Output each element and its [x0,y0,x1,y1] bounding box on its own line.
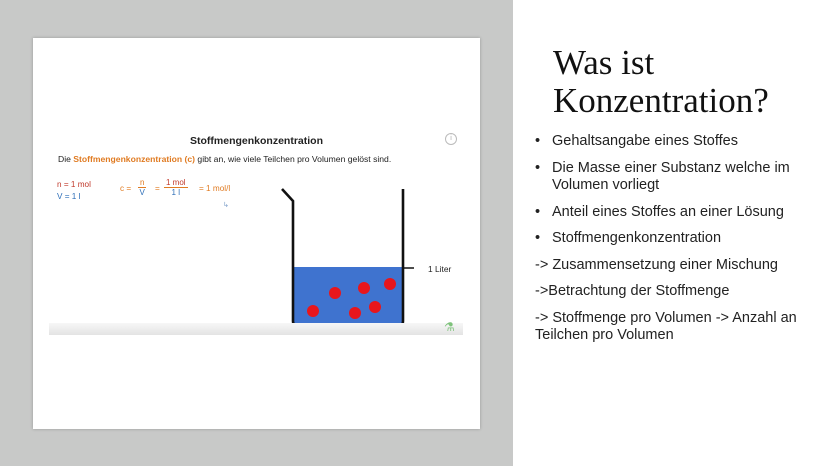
bullet-item [535,257,820,275]
particle [329,287,341,299]
particle [349,307,361,319]
particle [369,301,381,313]
fraction-denominator-l: 1 l [171,188,180,197]
bullet-list [535,133,820,354]
flask-icon: ⚗ [444,320,455,334]
bullet-text: -> Zusammensetzung einer Mischung [535,256,778,273]
particle [384,278,396,290]
particle [358,282,370,294]
bullet-item [535,310,820,345]
fraction-numerator-mol: 1 mol [166,178,186,187]
bullet-item [535,204,820,222]
bullet-item [535,283,820,301]
bullet-text: ->Betrachtung der Stoffmenge [535,283,730,299]
bullet-text: Die Masse einer Substanz welche im Volumen vorliegt [552,159,790,193]
formula-result: = 1 mol/l [199,184,231,193]
formula-c: c = [120,184,132,193]
bullet-item [535,160,820,195]
beaker-illustration [278,187,418,332]
fraction-n-v [138,178,146,197]
cursor-icon: ↳ [223,202,229,209]
bullet-text: Anteil eines Stoffes an einer Lösung [552,203,784,220]
definition-suffix: gibt an, wie viele Teilchen pro Volumen gelöst sind. [195,154,392,164]
player-bar [49,323,463,335]
v-value: V = 1 l [57,192,81,201]
bullet-item [535,133,820,151]
embedded-slide [33,38,480,429]
n-value: n = 1 mol [57,180,91,189]
slide-heading: Was ist Konzentration? [553,43,769,120]
slide-title: Stoffmengenkonzentration [190,135,323,147]
formula-equals: = [155,184,160,193]
bullet-dot-icon: • [535,203,541,220]
definition-highlight: Stoffmengenkonzentration (c) [73,154,196,164]
info-icon[interactable]: i [445,133,457,145]
beaker-label: 1 Liter [428,264,452,274]
fraction-values [164,178,188,197]
particle [307,305,319,317]
bullet-text: Gehaltsangabe eines Stoffes [552,133,738,149]
bullet-text: -> Stoffmenge pro Volumen -> Anzahl an Teilchen pro Volumen [535,309,797,343]
definition-text [58,154,391,164]
definition-prefix: Die [58,154,74,164]
fraction-denominator-v: V [139,188,145,197]
bullet-item [535,230,820,248]
bullet-dot-icon: • [535,159,541,176]
bullet-dot-icon: • [535,133,541,149]
bullet-text: Stoffmengenkonzentration [552,230,722,246]
bullet-dot-icon: • [535,230,541,246]
fraction-numerator-n: n [140,178,145,187]
